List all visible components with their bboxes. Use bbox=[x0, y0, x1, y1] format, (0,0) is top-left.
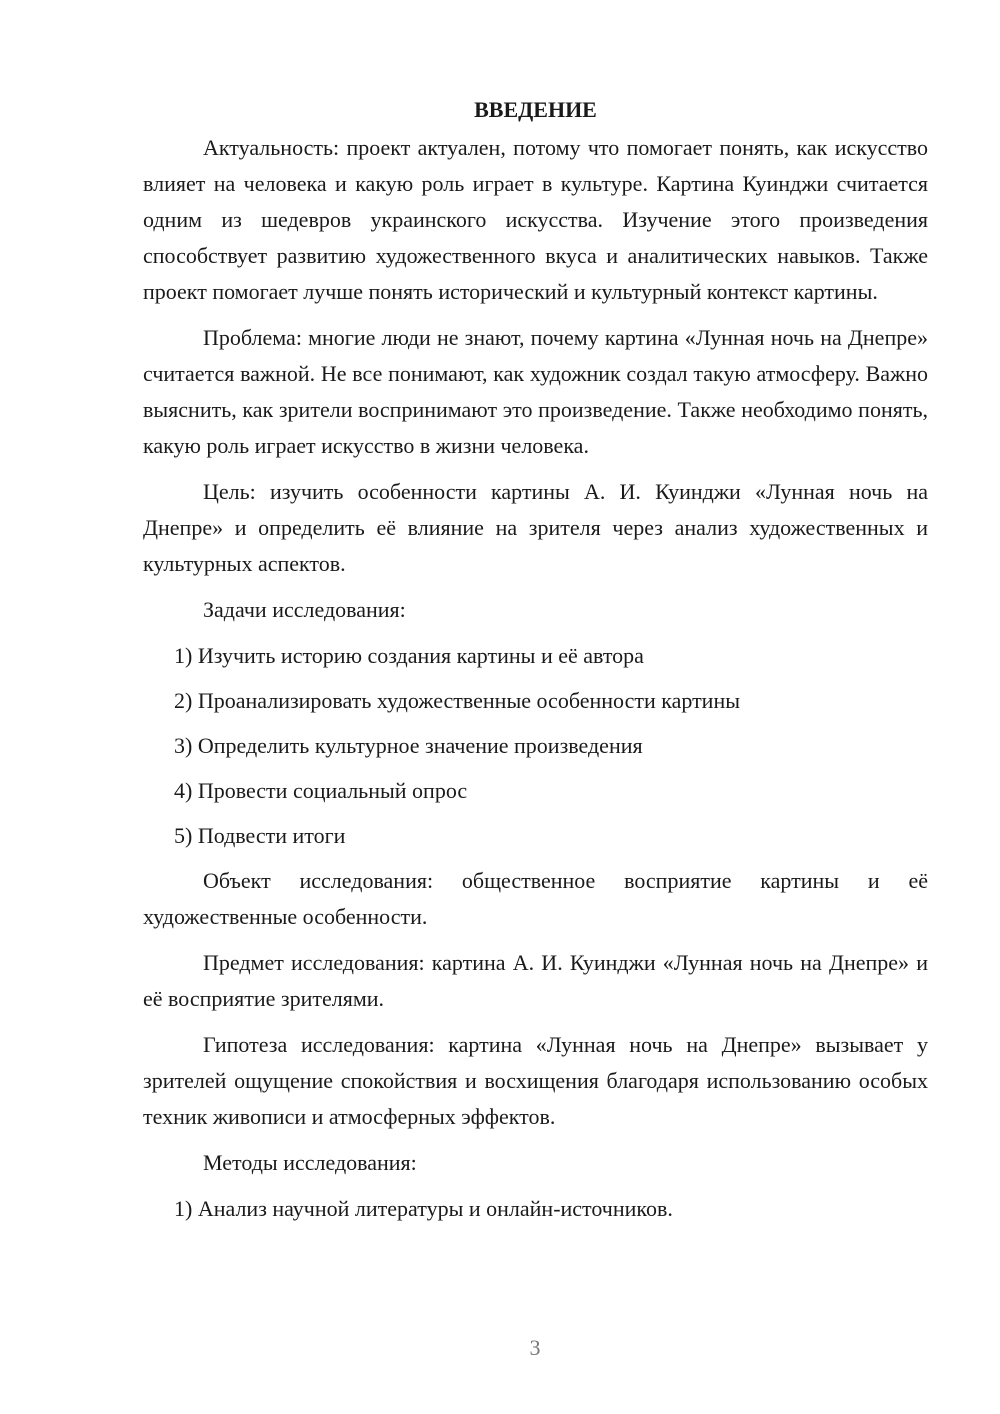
section-title: ВВЕДЕНИЕ bbox=[474, 97, 597, 122]
list-item: 2) Проанализировать художественные особенности картины bbox=[174, 688, 741, 713]
list-item: 3) Определить культурное значение произведения bbox=[174, 733, 643, 758]
subject-paragraph: Предмет исследования: картина А. И. Куинджи «Лунная ночь на Днепре» и её восприятие зрителями. bbox=[143, 950, 928, 1011]
list-item: 5) Подвести итоги bbox=[174, 823, 346, 848]
object-paragraph: Объект исследования: общественное восприятие картины и её художественные особенности. bbox=[143, 868, 928, 929]
methods-heading: Методы исследования: bbox=[203, 1150, 417, 1175]
relevance-paragraph: Актуальность: проект актуален, потому что помогает понять, как искусство влияет на человека и какую роль играет в культуре. Картина Куинджи считается одним из шедевров украинского искусства. Изучение этого произведения способствует развитию художественного вкуса и аналитических навыков. Также проект помогает лучше понять исторический и культурный контекст картины. bbox=[143, 135, 928, 304]
tasks-list bbox=[143, 638, 928, 854]
list-item: 1) Анализ научной литературы и онлайн-источников. bbox=[174, 1196, 673, 1221]
goal-paragraph: Цель: изучить особенности картины А. И. Куинджи «Лунная ночь на Днепре» и определить её влияние на зрителя через анализ художественных и культурных аспектов. bbox=[143, 479, 928, 576]
page-number: 3 bbox=[529, 1335, 541, 1360]
list-item: 1) Изучить историю создания картины и её автора bbox=[174, 643, 644, 668]
document-page bbox=[143, 92, 928, 1236]
methods-list bbox=[143, 1191, 928, 1227]
tasks-heading: Задачи исследования: bbox=[203, 597, 406, 622]
hypothesis-paragraph: Гипотеза исследования: картина «Лунная ночь на Днепре» вызывает у зрителей ощущение спокойствия и восхищения благодаря использованию особых техник живописи и атмосферных эффектов. bbox=[143, 1032, 928, 1129]
problem-paragraph: Проблема: многие люди не знают, почему картина «Лунная ночь на Днепре» считается важной. Не все понимают, как художник создал такую атмосферу. Важно выяснить, как зрители воспринимают это произведение. Также необходимо понять, какую роль играет искусство в жизни человека. bbox=[143, 325, 928, 458]
list-item: 4) Провести социальный опрос bbox=[174, 778, 468, 803]
